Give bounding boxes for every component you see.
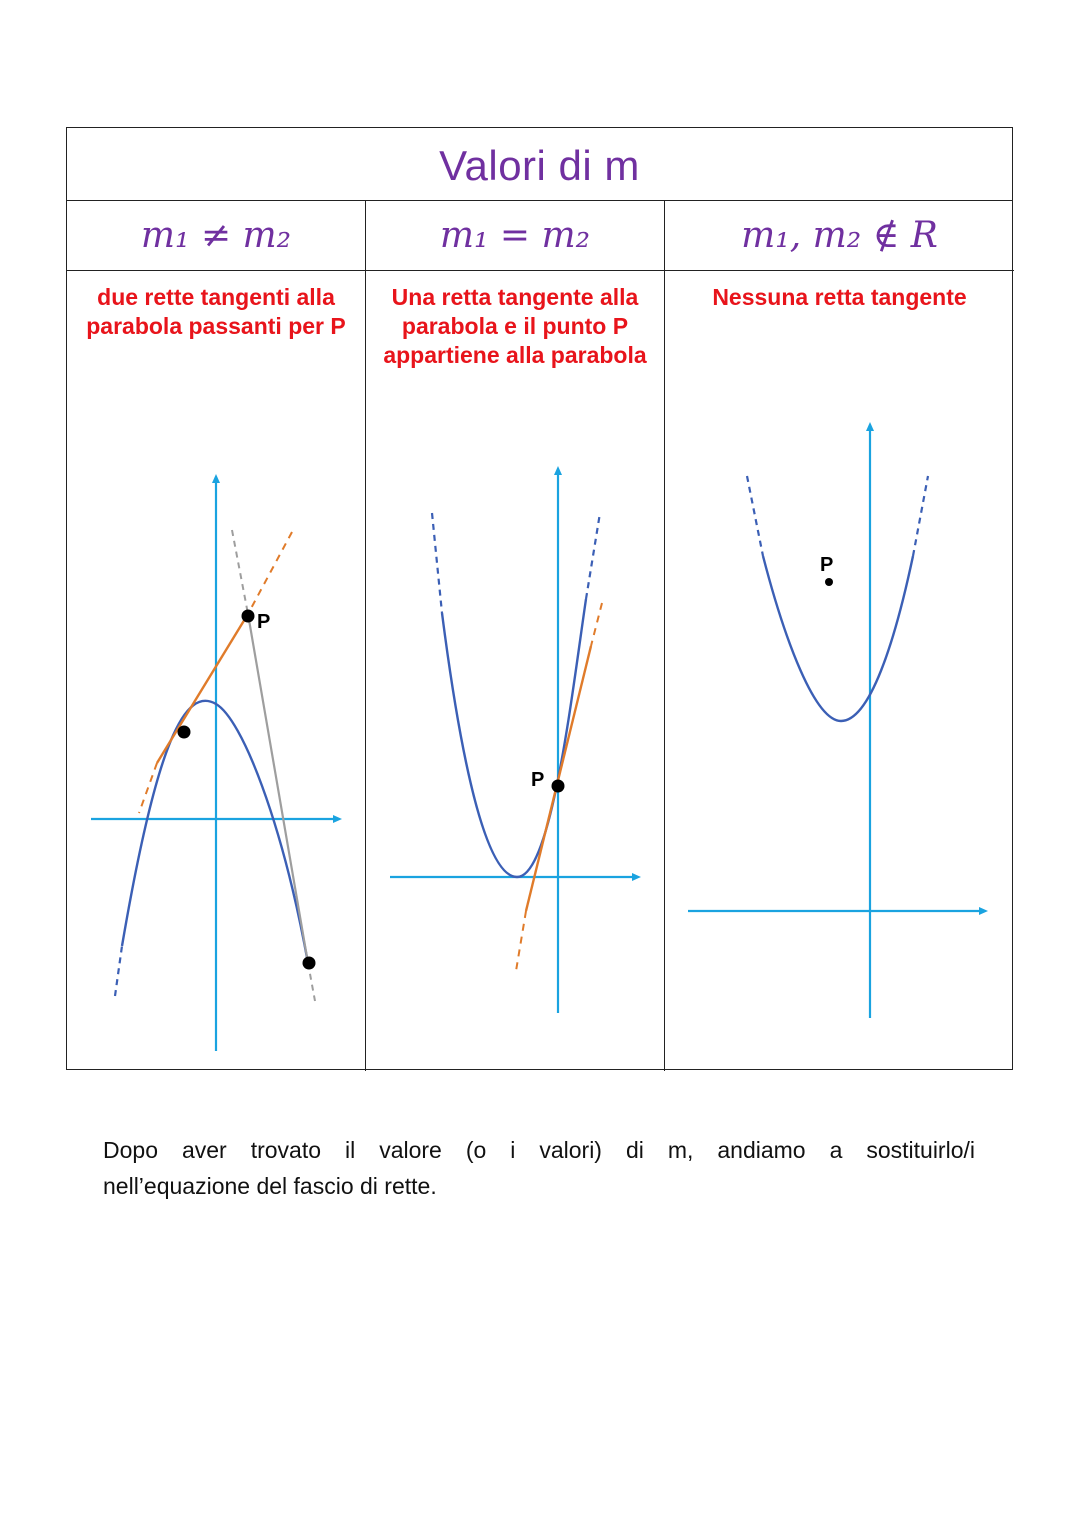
point-p [242,610,255,623]
tangent-gray-solid [248,614,308,963]
parabola-dash-right [913,476,928,556]
explanation-line-1: Dopo aver trovato il valore (o i valori) di m, andiamo a sostituirlo/i [103,1137,975,1163]
point-p-label: P [531,769,545,791]
column-no-real-slopes [665,201,1014,1071]
column-description: due rette tangenti alla parabola passanti per P [86,284,346,339]
point-p-label: P [820,554,834,576]
column-header: m₁, m₂ ∉ R [665,201,1014,271]
point-p [552,780,565,793]
explanation-paragraph [103,1132,975,1204]
tangency-point-1 [178,726,191,739]
column-header: m₁ ≠ m₂ [67,201,365,271]
parabola [442,599,586,877]
parabola-dash-right [586,513,600,599]
tangent-orange [157,614,248,763]
table-title: Valori di m [439,142,640,189]
m-values-table [66,127,1013,1070]
table-title-row [67,128,1012,201]
tangent-orange-dash-top [591,603,602,646]
column-description: Una retta tangente alla parabola e il punto P appartiene alla parabola [383,284,647,368]
point-p [825,578,833,586]
tangent-gray [232,530,248,614]
graph-one-tangent [366,201,665,1071]
column-header: m₁ = m₂ [366,201,664,271]
tangency-point-2 [303,957,316,970]
parabola [763,556,913,721]
parabola-dash-left [747,476,763,556]
tangent-orange-dash-top [248,532,292,614]
column-description: Nessuna retta tangente [712,284,967,310]
explanation-line-2: nell’equazione del fascio di rette. [103,1173,437,1199]
graph-two-tangents [67,201,366,1071]
tangent-orange-dash-bottom [516,911,526,971]
graph-no-tangent [665,201,1014,1071]
point-p-label: P [257,611,271,633]
parabola-dash-left [115,946,122,996]
parabola-dash-left [432,513,442,613]
column-equal-slopes [366,201,665,1071]
column-distinct-slopes [67,201,366,1071]
